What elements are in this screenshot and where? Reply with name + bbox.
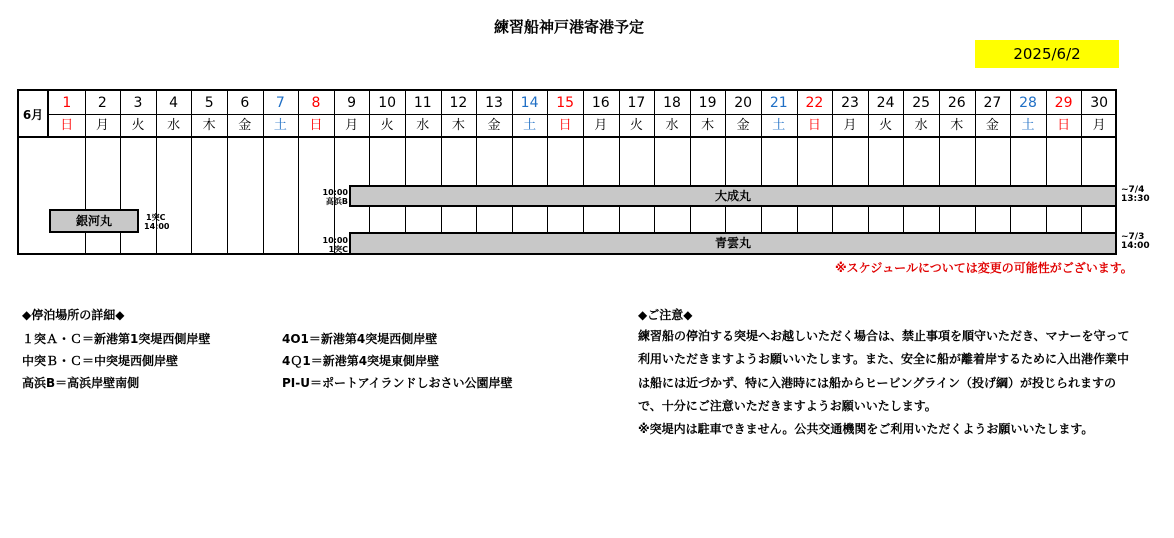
weekday-label: 月 — [345, 118, 359, 133]
weekday-label: 木 — [451, 118, 465, 133]
taisei-arrive-time: 10:00 — [322, 188, 348, 197]
weekday-label: 日 — [309, 118, 323, 133]
weekday-label: 日 — [558, 118, 572, 133]
ship-bar-seiun — [349, 232, 1117, 255]
berth-item: １突Ａ・Ｃ＝新港第1突堤西側岸壁 — [22, 332, 211, 346]
weekday-label: 火 — [879, 118, 893, 133]
day-number: 30 — [1090, 95, 1109, 111]
weekday-label: 木 — [950, 118, 964, 133]
day-number: 15 — [556, 95, 575, 111]
day-number: 25 — [912, 95, 931, 111]
notice-body — [638, 325, 1173, 441]
taisei-arrival — [322, 188, 348, 206]
notice-line: は船には近づかず、特に入港時には船からヒービングライン（投げ綱）が投じられますの — [638, 375, 1116, 390]
taisei-arrive-berth: 高浜B — [325, 197, 348, 206]
weekday-label: 水 — [914, 118, 928, 133]
weekday-label: 土 — [1021, 118, 1035, 133]
day-number: 5 — [204, 95, 214, 111]
weekday-label: 日 — [807, 118, 821, 133]
day-number: 20 — [734, 95, 753, 111]
day-number: 19 — [698, 95, 717, 111]
page-title: 練習船神戸港寄港予定 — [493, 18, 644, 36]
weekday-label: 火 — [131, 118, 145, 133]
berth-details-title: ◆停泊場所の詳細◆ — [22, 308, 125, 322]
weekday-label: 木 — [202, 118, 216, 133]
weekday-label: 金 — [487, 118, 501, 133]
weekday-label: 木 — [701, 118, 715, 133]
berth-item: PI-U＝ポートアイランドしおさい公園岸壁 — [282, 376, 513, 390]
berth-item: 中突Ｂ・Ｃ＝中突堤西側岸壁 — [22, 354, 179, 368]
seiun-depart-time: 14:00 — [1121, 241, 1150, 251]
day-number: 10 — [378, 95, 397, 111]
berth-item: 高浜B＝高浜岸壁南側 — [22, 376, 140, 390]
day-number: 2 — [97, 95, 107, 111]
day-number: 12 — [449, 95, 468, 111]
day-number: 17 — [627, 95, 646, 111]
seiun-departure — [1121, 233, 1150, 251]
ginga-depart-time: 14:00 — [144, 222, 170, 231]
day-number: 14 — [520, 95, 539, 111]
weekday-label: 土 — [273, 118, 287, 133]
berth-item: 4Ｑ1＝新港第4突堤東側岸壁 — [282, 354, 440, 368]
weekday-label: 火 — [629, 118, 643, 133]
weekday-label: 土 — [772, 118, 786, 133]
day-number: 18 — [663, 95, 681, 111]
taisei-depart-date: ~7/4 — [1121, 185, 1145, 195]
day-number: 13 — [485, 95, 503, 111]
weekday-label: 月 — [95, 118, 109, 133]
notice-line: 利用いただきますようお願いいたします。また、安全に船が離着岸するために入出港作業中 — [638, 352, 1130, 367]
schedule-grid — [17, 89, 1117, 255]
notice-title: ◆ご注意◆ — [638, 308, 693, 322]
ship-name-taisei: 大成丸 — [714, 189, 751, 203]
day-number: 27 — [983, 95, 1002, 111]
weekday-label: 水 — [416, 118, 430, 133]
weekday-label: 月 — [843, 118, 857, 133]
berth-item: 4O1＝新港第4突堤西側岸壁 — [282, 332, 438, 346]
day-number: 28 — [1019, 95, 1037, 111]
seiun-arrival — [322, 236, 348, 254]
ship-bar-taisei — [349, 185, 1117, 207]
weekday-label: 金 — [985, 118, 999, 133]
day-number: 22 — [805, 95, 824, 111]
date-badge: 2025/6/2 — [975, 40, 1119, 68]
weekday-label: 日 — [60, 118, 74, 133]
day-number: 8 — [311, 95, 321, 111]
schedule-change-note: ※スケジュールについては変更の可能性がございます。 — [835, 261, 1133, 275]
weekday-label: 月 — [594, 118, 608, 133]
seiun-depart-date: ~7/3 — [1121, 232, 1145, 242]
day-number: 23 — [841, 95, 859, 111]
ship-name-ginga: 銀河丸 — [75, 214, 112, 228]
day-number: 26 — [947, 95, 966, 111]
weekday-label: 金 — [736, 118, 750, 133]
notice-line: で、十分にご注意いただきますようお願いいたします。 — [638, 398, 937, 413]
ginga-departure — [144, 213, 169, 231]
weekday-label: 日 — [1057, 118, 1071, 133]
day-number: 6 — [240, 95, 250, 111]
notice-line: 練習船の停泊する突堤へお越しいただく場合は、禁止事項を順守いただき、マナーを守って — [638, 329, 1130, 343]
weekday-label: 土 — [523, 118, 537, 133]
day-number: 3 — [133, 95, 143, 111]
day-number: 11 — [413, 95, 432, 111]
day-number: 1 — [62, 95, 72, 111]
weekday-label: 水 — [167, 118, 181, 133]
day-number: 9 — [347, 95, 357, 111]
day-number: 7 — [275, 95, 285, 111]
ship-bar-ginga — [49, 209, 139, 233]
day-number: 24 — [876, 95, 895, 111]
weekday-label: 月 — [1092, 118, 1106, 133]
ginga-depart-berth: 1突C — [146, 213, 166, 222]
notice-line: ※突堤内は駐車できません。公共交通機関をご利用いただくようお願いいたします。 — [638, 422, 1094, 437]
day-number: 4 — [169, 95, 179, 111]
seiun-arrive-time: 10:00 — [322, 236, 348, 245]
weekday-label: 金 — [238, 118, 252, 133]
weekday-label: 水 — [665, 118, 679, 133]
day-number: 16 — [591, 95, 610, 111]
taisei-departure — [1121, 186, 1150, 204]
seiun-arrive-berth: 1突C — [328, 245, 348, 254]
month-label: 6月 — [19, 91, 49, 137]
taisei-depart-time: 13:30 — [1121, 194, 1150, 204]
day-number: 29 — [1054, 95, 1073, 111]
ship-name-seiun: 青雲丸 — [714, 236, 751, 250]
day-number: 21 — [769, 95, 788, 111]
weekday-label: 火 — [380, 118, 394, 133]
